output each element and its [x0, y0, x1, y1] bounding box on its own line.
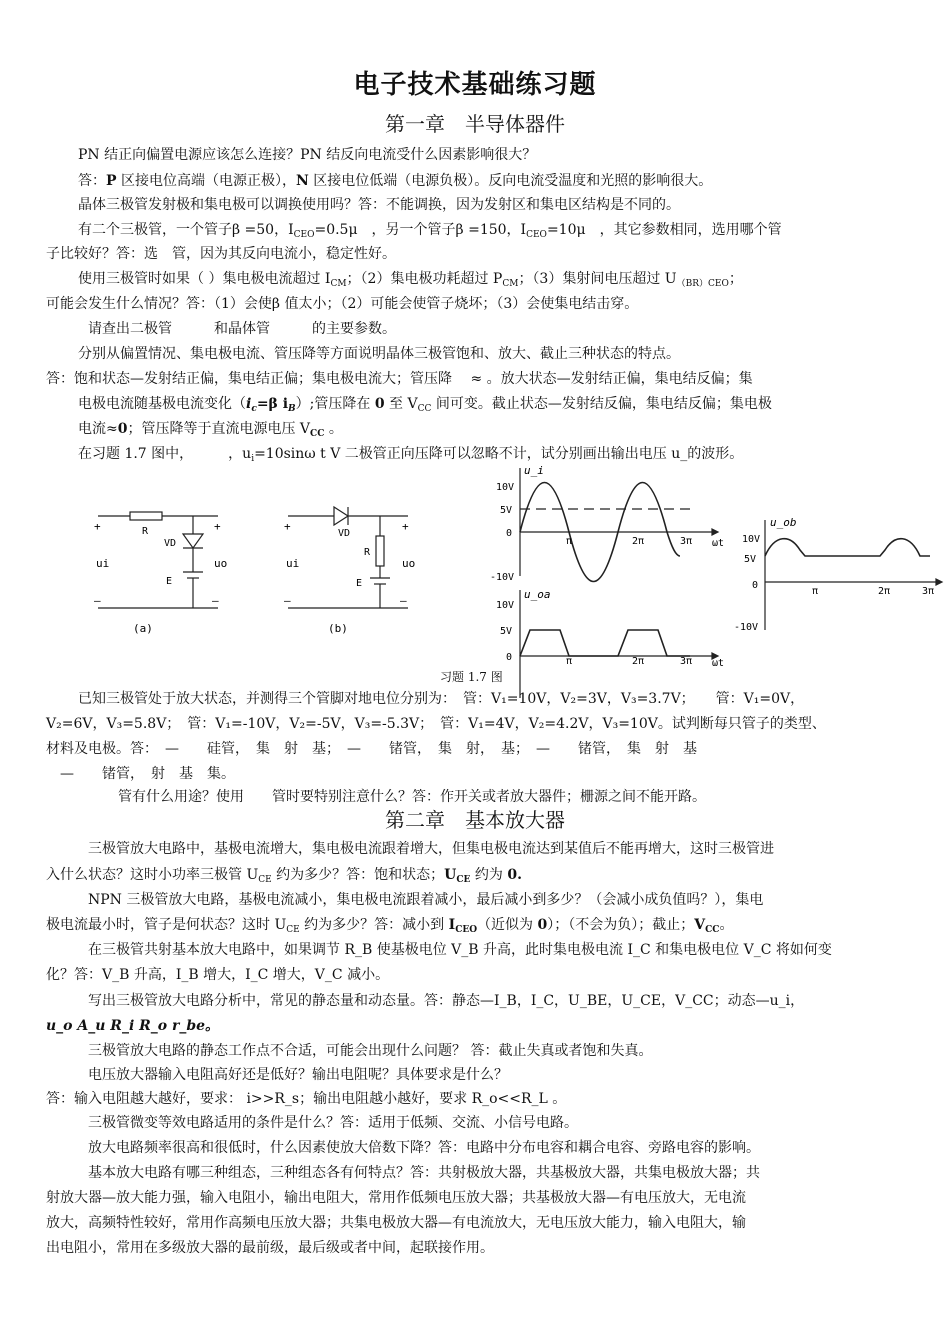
c2-q9-line-1: 基本放大电路有哪三种组态，三种组态各有何特点？答：共射极放大器，共基极放大器，共集电极放大器；共: [88, 1165, 760, 1181]
a1-line: 答：P 区接电位高端（电源正极），N 区接电位低端（电源负极）。反向电流受温度和光照的影响很大。: [78, 173, 713, 189]
circuit-b: [288, 507, 408, 608]
c2-q2-line-2: 极电流最小时，管子是何状态？这时 $U_{CE}$ 约为多少？答：减小到 $I_{CEO}$（近似为 0）；（不会为负）；截止；$V_{CC}$。: [46, 917, 734, 935]
q8-line-4: — 锗管， 射 基 集。: [46, 766, 235, 782]
wave-uoa-tick-0: 0: [506, 652, 513, 663]
q7-line: 在习题 1.7 图中， ，$u_i=10\sin\omega$ t V 二极管正向压降可以忽略不计，试分别画出输出电压 u_的波形。: [78, 446, 744, 464]
c2-q1-line-2: 入什么状态？这时小功率三极管 $U_{CE}$ 约为多少？答：饱和状态；$U_{CE}$ 约为 0.: [46, 867, 522, 885]
wave-uoa-tick-5v: 5V: [500, 626, 513, 637]
circuit-b-R-label: R: [364, 547, 371, 558]
wave-uob-xtick-2pi: 2π: [878, 586, 891, 597]
wave-uob-tick-neg10v: -10V: [734, 622, 759, 633]
wave-uob-tick-10v: 10V: [742, 534, 761, 545]
wave-uoa-tick-10v: 10V: [496, 600, 515, 611]
c2-q9-line-2: 射放大器—放大能力强，输入电阻小，输出电阻大，常用作低频电压放大器；共基极放大器—有电压放大，无电流: [46, 1190, 746, 1206]
wave-ui-tick-neg10v: -10V: [490, 572, 515, 583]
c2-a6-line: 答：输入电阻越大越好，要求： i>>R_s；输出电阻越小越好，要求 R_o<<R_L 。: [46, 1091, 567, 1107]
c2-q2-line-1: NPN 三极管放大电路，基极电流减小，集电极电流跟着减小，最后减小到多少？（会减小成负值吗？），集电: [88, 892, 764, 908]
circuit-b-caption: (b): [328, 622, 348, 635]
q2-line: 晶体三极管发射极和集电极可以调换使用吗？答：不能调换，因为发射区和集电区结构是不同的。: [78, 197, 680, 213]
circuit-a-minus-in: —: [94, 594, 101, 607]
circuit-b-plus-out: +: [402, 520, 409, 533]
wave-ui-xtick-3pi: 3π: [680, 536, 693, 547]
c2-q1-line-1: 三极管放大电路中，基极电流增大，集电极电流跟着增大，但集电极电流达到某值后不能再增大，这时三极管进: [88, 841, 774, 857]
circuit-a: [98, 512, 218, 608]
circuit-a-R-label: R: [142, 526, 149, 537]
circuit-a-caption: (a): [133, 622, 153, 635]
wave-uob-axes: [765, 520, 942, 630]
a6-line-3: 电流≈0；管压降等于直流电源电压 $V_{CC}$ 。: [78, 421, 343, 439]
q4-line-2: 可能会发生什么情况？答：（1）会使β 值太小；（2）可能会使管子烧坏；（3）会使集电结击穿。: [46, 296, 639, 312]
figure-caption: 习题 1.7 图: [440, 670, 503, 684]
circuit-a-plus-in: +: [94, 520, 101, 533]
c2-q9-line-4: 出电阻小，常用在多级放大器的最前级，最后级或者中间，起联接作用。: [46, 1240, 494, 1256]
wave-uob-tick-0: 0: [752, 580, 759, 591]
wave-ui-tick-0: 0: [506, 528, 513, 539]
wave-uoa-xaxis: ωt: [712, 658, 725, 669]
wave-ui-xaxis: ωt: [712, 538, 725, 549]
q1-line: PN 结正向偏置电源应该怎么连接？PN 结反向电流受什么因素影响很大？: [78, 147, 537, 163]
c2-q8-line: 放大电路频率很高和很低时，什么因素使放大倍数下降？答：电路中分布电容和耦合电容、旁路电容的影响。: [88, 1140, 760, 1156]
chapter-1-heading: 第一章 半导体器件: [385, 112, 565, 136]
circuit-a-VD-label: VD: [164, 538, 177, 549]
q3-line-2: 子比较好？答：选 管，因为其反向电流小，稳定性好。: [46, 246, 396, 262]
wave-uob-xtick-pi: π: [812, 586, 819, 597]
circuit-b-minus-out: —: [400, 594, 407, 607]
page-title: 电子技术基础练习题: [353, 70, 597, 100]
circuit-b-minus-in: —: [284, 594, 291, 607]
c2-q3-line-2: 化？答：V_B 升高，I_B 增大，I_C 增大，V_C 减小。: [46, 967, 390, 983]
c2-q5-line: 三极管放大电路的静态工作点不合适，可能会出现什么问题？ 答：截止失真或者饱和失真。: [88, 1043, 653, 1059]
circuit-a-uo-label: uo: [214, 557, 228, 570]
q6-line: 分别从偏置情况、集电极电流、管压降等方面说明晶体三极管饱和、放大、截止三种状态的特点。: [78, 346, 680, 362]
wave-uob-tick-5v: 5V: [744, 554, 757, 565]
wave-uoa-ylabel: u_oa: [524, 588, 551, 601]
q8-line-3: 材料及电极。答： — 硅管， 集 射 基； — 锗管， 集 射， 基； — 锗管， 集 射 基: [46, 741, 697, 757]
circuit-a-ui-label: ui: [96, 557, 110, 570]
circuit-a-minus-out: —: [212, 594, 219, 607]
a6-line-1: 答：饱和状态—发射结正偏，集电结正偏；集电极电流大；管压降 ≈ 。放大状态—发射结正偏，集电结反偏；集: [46, 371, 753, 387]
c2-q3-line-1: 在三极管共射基本放大电路中，如果调节 R_B 使基极电位 V_B 升高，此时集电极电流 I_C 和集电极电位 V_C 将如何变: [88, 942, 832, 958]
wave-uob-xtick-3pi: 3π: [922, 586, 935, 597]
q4-line-1: 使用三极管时如果（ ）集电极电流超过 $I_{CM}$；（2）集电极功耗超过 $P_{CM}$；（3）集射间电压超过 $U_{(BR)CEO}$；: [78, 271, 743, 289]
wave-ui-axes: [520, 468, 718, 582]
q3-line-1: 有二个三极管，一个管子β =50，$I_{CEO}=0.5\mu$ ，另一个管子β =150，$I_{CEO}=10\mu$ ，其它参数相同，选用哪个管: [78, 222, 782, 240]
wave-ui-xtick-2pi: 2π: [632, 536, 645, 547]
wave-uoa-xtick-2pi: 2π: [632, 656, 645, 667]
circuit-b-ui-label: ui: [286, 557, 300, 570]
a6-line-2: 电极电流随基极电流变化（$i_c=\beta$ $i_B$）;管压降在 0 至 $V_{CC}$ 间可变。截止状态—发射结反偏，集电结反偏；集电极: [78, 396, 772, 414]
circuit-b-uo-label: uo: [402, 557, 416, 570]
circuit-b-VD-label: VD: [338, 528, 351, 539]
q9-line: 管有什么用途？使用 管时要特别注意什么？答：作开关或者放大器件；栅源之间不能开路。: [118, 789, 706, 805]
circuit-a-plus-out: +: [214, 520, 221, 533]
circuit-a-E-label: E: [166, 576, 173, 587]
c2-q7-line: 三极管微变等效电路适用的条件是什么？答：适用于低频、交流、小信号电路。: [88, 1115, 578, 1131]
q8-line-1: 已知三极管处于放大状态，并测得三个管脚对地电位分别为： 管：V₁=10V，V₂=3V，V₃=3.7V； 管：V₁=0V，: [78, 691, 805, 707]
wave-uob-ylabel: u_ob: [770, 516, 797, 529]
figure-1-7: [0, 460, 950, 700]
c2-q9-line-3: 放大，高频特性较好，常用作高频电压放大器；共集电极放大器—有电流放大，无电压放大能力，输入电阻大，输: [46, 1215, 746, 1231]
circuit-b-E-label: E: [356, 578, 363, 589]
wave-ui-ylabel: u_i: [524, 464, 544, 477]
c2-q6-line: 电压放大器输入电阻高好还是低好？输出电阻呢？具体要求是什么？: [88, 1067, 508, 1083]
chapter-2-heading: 第二章 基本放大器: [385, 808, 565, 832]
q8-line-2: V₂=6V，V₃=5.8V； 管：V₁=-10V，V₂=-5V，V₃=-5.3V； 管：V₁=4V，V₂=4.2V，V₃=10V。试判断每只管子的类型、: [46, 716, 826, 732]
wave-ui-tick-5v: 5V: [500, 505, 513, 516]
c2-q4-line-1: 写出三极管放大电路分析中，常见的静态量和动态量。答：静态—I_B，I_C，U_BE，U_CE，V_CC；动态—u_i，: [88, 993, 805, 1009]
wave-ui-tick-10v: 10V: [496, 482, 515, 493]
wave-uoa-axes: [520, 590, 718, 698]
circuit-b-plus-in: +: [284, 520, 291, 533]
wave-ui-xtick-pi: π: [566, 536, 573, 547]
c2-q4-line-2: u_o A_u R_i R_o r_be。: [46, 1018, 220, 1034]
wave-uoa-xtick-3pi: 3π: [680, 656, 693, 667]
q5-line: 请查出二极管 和晶体管 的主要参数。: [88, 321, 396, 337]
wave-uoa-xtick-pi: π: [566, 656, 573, 667]
